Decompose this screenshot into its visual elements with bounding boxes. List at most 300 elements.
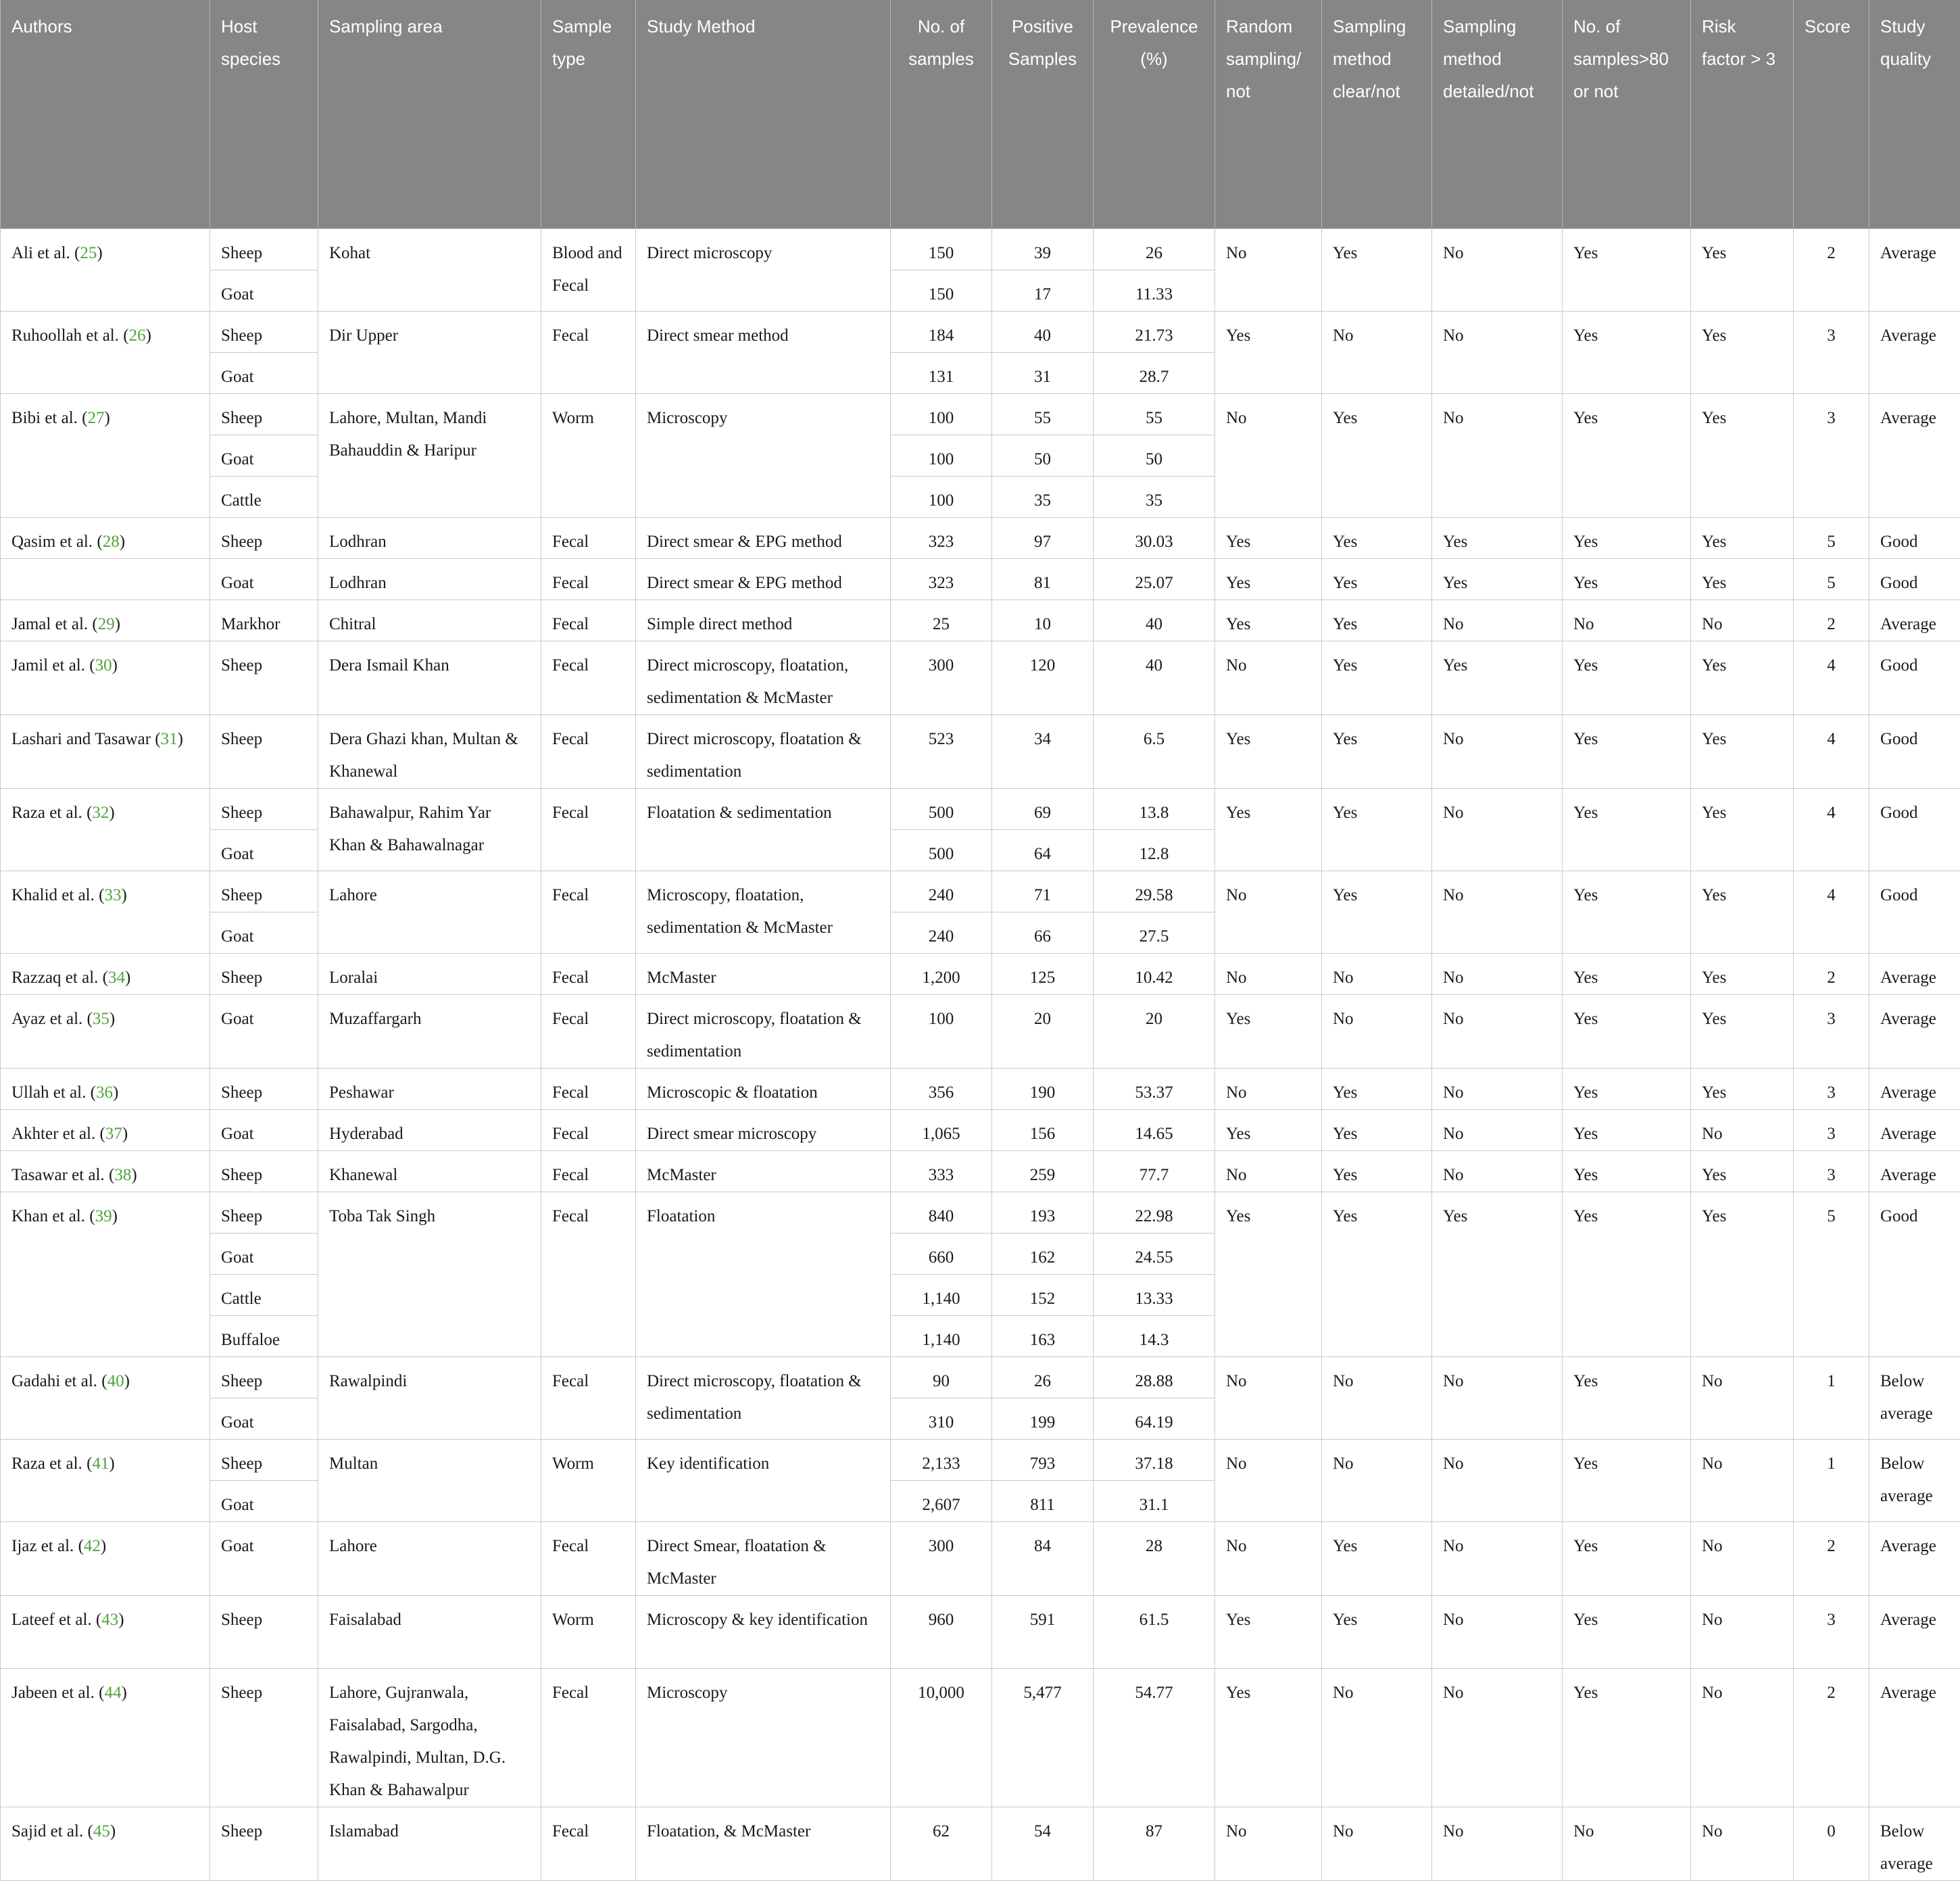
no-of-samples-cell: 300	[891, 641, 992, 715]
prevalence-cell: 13.8	[1094, 789, 1215, 830]
host-species-cell: Goat	[210, 830, 318, 871]
reference-link[interactable]: 40	[107, 1372, 124, 1390]
col-header-authors: Authors	[1, 1, 210, 229]
samples-over-80-cell: Yes	[1563, 1151, 1691, 1192]
author-name: Gadahi et al.	[11, 1372, 97, 1390]
no-of-samples-cell: 300	[891, 1522, 992, 1596]
study-method-cell: McMaster	[636, 1151, 891, 1192]
no-of-samples-cell: 1,065	[891, 1110, 992, 1151]
risk-factor-cell: No	[1691, 1807, 1794, 1881]
table-row	[1, 789, 1960, 830]
positive-samples-cell: 81	[992, 559, 1094, 600]
host-species-cell: Sheep	[210, 1596, 318, 1669]
author-name: Sajid et al.	[11, 1822, 83, 1840]
random-sampling-cell: Yes	[1215, 600, 1322, 641]
risk-factor-cell: No	[1691, 1110, 1794, 1151]
col-header-random-sampling: Random sampling/ not	[1215, 1, 1322, 229]
positive-samples-cell: 152	[992, 1275, 1094, 1316]
risk-factor-cell: Yes	[1691, 394, 1794, 518]
sampling-area-cell: Lodhran	[318, 518, 541, 559]
no-of-samples-cell: 25	[891, 600, 992, 641]
author-name: Razzaq et al.	[11, 969, 98, 987]
positive-samples-cell: 35	[992, 477, 1094, 518]
no-of-samples-cell: 184	[891, 312, 992, 353]
table-row	[1, 518, 1960, 559]
sample-type-cell: Worm	[541, 1596, 636, 1669]
random-sampling-cell: No	[1215, 1440, 1322, 1522]
prevalence-cell: 21.73	[1094, 312, 1215, 353]
method-detailed-cell: No	[1432, 871, 1563, 954]
score-cell: 3	[1794, 312, 1869, 394]
author-name: Jabeen et al.	[11, 1684, 95, 1702]
study-quality-cell: Good	[1869, 518, 1960, 559]
table-row	[1, 1110, 1960, 1151]
score-cell: 4	[1794, 789, 1869, 871]
positive-samples-cell: 55	[992, 394, 1094, 435]
author-cell: Sajid et al. (45)	[1, 1807, 210, 1881]
score-cell: 4	[1794, 715, 1869, 789]
no-of-samples-cell: 90	[891, 1357, 992, 1398]
reference-link[interactable]: 26	[129, 326, 146, 345]
method-clear-cell: Yes	[1322, 641, 1432, 715]
risk-factor-cell: Yes	[1691, 871, 1794, 954]
host-species-cell: Sheep	[210, 312, 318, 353]
no-of-samples-cell: 10,000	[891, 1669, 992, 1807]
study-quality-cell: Average	[1869, 229, 1960, 312]
method-detailed-cell: No	[1432, 1151, 1563, 1192]
positive-samples-cell: 120	[992, 641, 1094, 715]
method-clear-cell: Yes	[1322, 1069, 1432, 1110]
method-clear-cell: No	[1322, 995, 1432, 1069]
host-species-cell: Sheep	[210, 1440, 318, 1481]
method-detailed-cell: No	[1432, 312, 1563, 394]
reference-link[interactable]: 35	[93, 1010, 109, 1028]
random-sampling-cell: No	[1215, 641, 1322, 715]
author-name: Ali et al.	[11, 244, 70, 262]
sample-type-cell: Fecal	[541, 715, 636, 789]
positive-samples-cell: 54	[992, 1807, 1094, 1881]
method-detailed-cell: No	[1432, 1440, 1563, 1522]
no-of-samples-cell: 2,133	[891, 1440, 992, 1481]
col-header-sampling-method-detailed: Sampling method detailed/not	[1432, 1, 1563, 229]
study-quality-cell: Good	[1869, 641, 1960, 715]
host-species-cell: Goat	[210, 559, 318, 600]
study-method-cell: Direct microscopy	[636, 229, 891, 312]
random-sampling-cell: No	[1215, 871, 1322, 954]
host-species-cell: Sheep	[210, 1151, 318, 1192]
risk-factor-cell: No	[1691, 1357, 1794, 1440]
no-of-samples-cell: 240	[891, 871, 992, 912]
sample-type-cell: Fecal	[541, 1807, 636, 1881]
random-sampling-cell: Yes	[1215, 715, 1322, 789]
score-cell: 4	[1794, 641, 1869, 715]
prevalence-cell: 14.3	[1094, 1316, 1215, 1357]
score-cell: 2	[1794, 954, 1869, 995]
score-cell: 2	[1794, 229, 1869, 312]
sample-type-cell: Fecal	[541, 518, 636, 559]
method-detailed-cell: Yes	[1432, 1192, 1563, 1357]
positive-samples-cell: 40	[992, 312, 1094, 353]
author-cell: Khan et al. (39)	[1, 1192, 210, 1357]
sample-type-cell: Fecal	[541, 1110, 636, 1151]
reference-link[interactable]: 42	[84, 1537, 101, 1555]
prevalence-cell: 22.98	[1094, 1192, 1215, 1233]
samples-over-80-cell: Yes	[1563, 1440, 1691, 1522]
positive-samples-cell: 793	[992, 1440, 1094, 1481]
risk-factor-cell: No	[1691, 600, 1794, 641]
table-row	[1, 1357, 1960, 1398]
samples-over-80-cell: Yes	[1563, 789, 1691, 871]
study-quality-cell: Average	[1869, 394, 1960, 518]
method-clear-cell: No	[1322, 1357, 1432, 1440]
samples-over-80-cell: Yes	[1563, 312, 1691, 394]
host-species-cell: Sheep	[210, 394, 318, 435]
prevalence-cell: 28.88	[1094, 1357, 1215, 1398]
table-row	[1, 954, 1960, 995]
header-row	[1, 1, 1960, 229]
sampling-area-cell: Lodhran	[318, 559, 541, 600]
positive-samples-cell: 199	[992, 1398, 1094, 1440]
samples-over-80-cell: Yes	[1563, 1110, 1691, 1151]
study-method-cell: Key identification	[636, 1440, 891, 1522]
positive-samples-cell: 190	[992, 1069, 1094, 1110]
author-cell	[1, 559, 210, 600]
reference-link[interactable]: 39	[95, 1207, 112, 1225]
method-clear-cell: No	[1322, 1440, 1432, 1522]
table-row	[1, 715, 1960, 789]
reference-link[interactable]: 25	[80, 244, 97, 262]
reference-link[interactable]: 34	[108, 969, 125, 987]
study-method-cell: Microscopic & floatation	[636, 1069, 891, 1110]
sample-type-cell: Fecal	[541, 789, 636, 871]
sampling-area-cell: Chitral	[318, 600, 541, 641]
method-detailed-cell: No	[1432, 1596, 1563, 1669]
host-species-cell: Goat	[210, 1481, 318, 1522]
reference-link[interactable]: 43	[101, 1611, 118, 1629]
study-quality-cell: Average	[1869, 1069, 1960, 1110]
samples-over-80-cell: Yes	[1563, 518, 1691, 559]
samples-over-80-cell: No	[1563, 1807, 1691, 1881]
col-header-score: Score	[1794, 1, 1869, 229]
reference-link[interactable]: 44	[104, 1684, 121, 1702]
method-clear-cell: No	[1322, 312, 1432, 394]
table-row	[1, 1596, 1960, 1669]
method-detailed-cell: No	[1432, 1357, 1563, 1440]
prevalence-cell: 40	[1094, 641, 1215, 715]
sample-type-cell: Fecal	[541, 1151, 636, 1192]
samples-over-80-cell: Yes	[1563, 1357, 1691, 1440]
score-cell: 3	[1794, 1069, 1869, 1110]
author-cell: Khalid et al. (33)	[1, 871, 210, 954]
author-name: Khan et al.	[11, 1207, 85, 1225]
positive-samples-cell: 64	[992, 830, 1094, 871]
host-species-cell: Sheep	[210, 1807, 318, 1881]
reference-link[interactable]: 28	[103, 533, 120, 551]
study-method-cell: Floatation & sedimentation	[636, 789, 891, 871]
no-of-samples-cell: 100	[891, 435, 992, 477]
table-row	[1, 1151, 1960, 1192]
sample-type-cell: Fecal	[541, 1522, 636, 1596]
positive-samples-cell: 39	[992, 229, 1094, 270]
prevalence-cell: 11.33	[1094, 270, 1215, 312]
study-method-cell: Direct smear & EPG method	[636, 559, 891, 600]
random-sampling-cell: Yes	[1215, 1669, 1322, 1807]
study-quality-cell: Good	[1869, 715, 1960, 789]
risk-factor-cell: No	[1691, 1522, 1794, 1596]
sampling-area-cell: Lahore, Gujranwala, Faisalabad, Sargodha, Rawalpindi, Multan, D.G. Khan & Bahawalpur	[318, 1669, 541, 1807]
author-name: Akhter et al.	[11, 1125, 95, 1143]
prevalence-cell: 13.33	[1094, 1275, 1215, 1316]
table-row	[1, 559, 1960, 600]
prevalence-cell: 35	[1094, 477, 1215, 518]
author-cell: Tasawar et al. (38)	[1, 1151, 210, 1192]
col-header-sample-type: Sample type	[541, 1, 636, 229]
study-method-cell: Floatation	[636, 1192, 891, 1357]
prevalence-cell: 20	[1094, 995, 1215, 1069]
host-species-cell: Goat	[210, 1110, 318, 1151]
method-clear-cell: Yes	[1322, 1596, 1432, 1669]
risk-factor-cell: Yes	[1691, 995, 1794, 1069]
score-cell: 3	[1794, 1110, 1869, 1151]
no-of-samples-cell: 1,140	[891, 1275, 992, 1316]
samples-over-80-cell: Yes	[1563, 1069, 1691, 1110]
risk-factor-cell: Yes	[1691, 1069, 1794, 1110]
risk-factor-cell: Yes	[1691, 1192, 1794, 1357]
risk-factor-cell: Yes	[1691, 715, 1794, 789]
table-row	[1, 1192, 1960, 1233]
samples-over-80-cell: Yes	[1563, 1596, 1691, 1669]
sampling-area-cell: Hyderabad	[318, 1110, 541, 1151]
host-species-cell: Markhor	[210, 600, 318, 641]
positive-samples-cell: 26	[992, 1357, 1094, 1398]
reference-link[interactable]: 27	[87, 409, 104, 427]
sample-type-cell: Fecal	[541, 995, 636, 1069]
author-cell: Qasim et al. (28)	[1, 518, 210, 559]
host-species-cell: Sheep	[210, 954, 318, 995]
random-sampling-cell: Yes	[1215, 559, 1322, 600]
col-header-sampling-area: Sampling area	[318, 1, 541, 229]
sampling-area-cell: Toba Tak Singh	[318, 1192, 541, 1357]
author-name: Ullah et al.	[11, 1083, 86, 1102]
no-of-samples-cell: 310	[891, 1398, 992, 1440]
study-quality-cell: Average	[1869, 995, 1960, 1069]
method-detailed-cell: No	[1432, 394, 1563, 518]
risk-factor-cell: No	[1691, 1440, 1794, 1522]
risk-factor-cell: Yes	[1691, 559, 1794, 600]
sampling-area-cell: Multan	[318, 1440, 541, 1522]
positive-samples-cell: 97	[992, 518, 1094, 559]
positive-samples-cell: 84	[992, 1522, 1094, 1596]
method-clear-cell: Yes	[1322, 1110, 1432, 1151]
author-name: Qasim et al.	[11, 533, 93, 551]
method-clear-cell: No	[1322, 1669, 1432, 1807]
method-detailed-cell: No	[1432, 1522, 1563, 1596]
no-of-samples-cell: 1,140	[891, 1316, 992, 1357]
sampling-area-cell: Peshawar	[318, 1069, 541, 1110]
author-name: Lateef et al.	[11, 1611, 92, 1629]
method-detailed-cell: No	[1432, 600, 1563, 641]
positive-samples-cell: 5,477	[992, 1669, 1094, 1807]
reference-link[interactable]: 30	[95, 656, 112, 675]
reference-link[interactable]: 33	[104, 886, 121, 904]
table-row	[1, 995, 1960, 1069]
random-sampling-cell: No	[1215, 229, 1322, 312]
col-header-host-species: Host species	[210, 1, 318, 229]
no-of-samples-cell: 500	[891, 830, 992, 871]
table-row	[1, 229, 1960, 270]
sampling-area-cell: Loralai	[318, 954, 541, 995]
study-quality-cell: Average	[1869, 1522, 1960, 1596]
author-cell: Raza et al. (32)	[1, 789, 210, 871]
reference-link[interactable]: 36	[96, 1083, 113, 1102]
prevalence-cell: 30.03	[1094, 518, 1215, 559]
reference-link[interactable]: 45	[93, 1822, 110, 1840]
random-sampling-cell: Yes	[1215, 1596, 1322, 1669]
no-of-samples-cell: 2,607	[891, 1481, 992, 1522]
random-sampling-cell: Yes	[1215, 995, 1322, 1069]
positive-samples-cell: 125	[992, 954, 1094, 995]
method-clear-cell: Yes	[1322, 1522, 1432, 1596]
no-of-samples-cell: 1,200	[891, 954, 992, 995]
no-of-samples-cell: 840	[891, 1192, 992, 1233]
sampling-area-cell: Dera Ghazi khan, Multan & Khanewal	[318, 715, 541, 789]
samples-over-80-cell: Yes	[1563, 559, 1691, 600]
no-of-samples-cell: 660	[891, 1233, 992, 1275]
author-name: Bibi et al.	[11, 409, 78, 427]
prevalence-cell: 40	[1094, 600, 1215, 641]
sample-type-cell: Fecal	[541, 600, 636, 641]
host-species-cell: Goat	[210, 1398, 318, 1440]
prevalence-cell: 25.07	[1094, 559, 1215, 600]
sample-type-cell: Fecal	[541, 1192, 636, 1357]
prevalence-cell: 55	[1094, 394, 1215, 435]
table-row	[1, 1669, 1960, 1807]
risk-factor-cell: Yes	[1691, 641, 1794, 715]
sampling-area-cell: Khanewal	[318, 1151, 541, 1192]
col-header-samples-over-80: No. of samples>80 or not	[1563, 1, 1691, 229]
samples-over-80-cell: Yes	[1563, 1669, 1691, 1807]
positive-samples-cell: 163	[992, 1316, 1094, 1357]
host-species-cell: Goat	[210, 435, 318, 477]
study-quality-cell: Below average	[1869, 1807, 1960, 1881]
sampling-area-cell: Lahore, Multan, Mandi Bahauddin & Haripur	[318, 394, 541, 518]
study-method-cell: Microscopy	[636, 1669, 891, 1807]
author-cell: Razzaq et al. (34)	[1, 954, 210, 995]
method-clear-cell: Yes	[1322, 1151, 1432, 1192]
prevalence-cell: 28	[1094, 1522, 1215, 1596]
study-quality-cell: Good	[1869, 559, 1960, 600]
no-of-samples-cell: 500	[891, 789, 992, 830]
table-row	[1, 641, 1960, 715]
host-species-cell: Sheep	[210, 229, 318, 270]
score-cell: 1	[1794, 1440, 1869, 1522]
sampling-area-cell: Lahore	[318, 871, 541, 954]
positive-samples-cell: 193	[992, 1192, 1094, 1233]
random-sampling-cell: No	[1215, 1069, 1322, 1110]
prevalence-cell: 27.5	[1094, 912, 1215, 954]
random-sampling-cell: No	[1215, 1522, 1322, 1596]
method-detailed-cell: Yes	[1432, 559, 1563, 600]
method-clear-cell: Yes	[1322, 229, 1432, 312]
sampling-area-cell: Kohat	[318, 229, 541, 312]
method-clear-cell: Yes	[1322, 518, 1432, 559]
reference-link[interactable]: 31	[161, 730, 178, 748]
col-header-study-method: Study Method	[636, 1, 891, 229]
method-detailed-cell: No	[1432, 789, 1563, 871]
author-cell: Bibi et al. (27)	[1, 394, 210, 518]
study-method-cell: Simple direct method	[636, 600, 891, 641]
positive-samples-cell: 34	[992, 715, 1094, 789]
author-cell: Ullah et al. (36)	[1, 1069, 210, 1110]
positive-samples-cell: 31	[992, 353, 1094, 394]
risk-factor-cell: Yes	[1691, 1151, 1794, 1192]
study-method-cell: Direct smear microscopy	[636, 1110, 891, 1151]
no-of-samples-cell: 960	[891, 1596, 992, 1669]
prevalence-cell: 64.19	[1094, 1398, 1215, 1440]
score-cell: 1	[1794, 1357, 1869, 1440]
host-species-cell: Cattle	[210, 1275, 318, 1316]
sample-type-cell: Fecal	[541, 1669, 636, 1807]
author-name: Ijaz et al.	[11, 1537, 74, 1555]
method-clear-cell: Yes	[1322, 789, 1432, 871]
host-species-cell: Sheep	[210, 871, 318, 912]
reference-link[interactable]: 29	[98, 615, 115, 633]
study-method-cell: Direct microscopy, floatation & sedimentation	[636, 1357, 891, 1440]
random-sampling-cell: No	[1215, 954, 1322, 995]
study-quality-cell: Average	[1869, 312, 1960, 394]
host-species-cell: Sheep	[210, 1069, 318, 1110]
prevalence-cell: 26	[1094, 229, 1215, 270]
host-species-cell: Sheep	[210, 518, 318, 559]
reference-link[interactable]: 37	[105, 1125, 122, 1143]
prevalence-cell: 37.18	[1094, 1440, 1215, 1481]
author-name: Tasawar et al.	[11, 1166, 105, 1184]
no-of-samples-cell: 100	[891, 477, 992, 518]
samples-over-80-cell: Yes	[1563, 229, 1691, 312]
prevalence-cell: 14.65	[1094, 1110, 1215, 1151]
table-row	[1, 1440, 1960, 1481]
reference-link[interactable]: 38	[114, 1166, 131, 1184]
col-header-no-of-samples: No. of samples	[891, 1, 992, 229]
host-species-cell: Goat	[210, 270, 318, 312]
host-species-cell: Buffaloe	[210, 1316, 318, 1357]
reference-link[interactable]: 32	[92, 804, 109, 822]
positive-samples-cell: 162	[992, 1233, 1094, 1275]
study-quality-cell: Average	[1869, 954, 1960, 995]
sample-type-cell: Fecal	[541, 312, 636, 394]
study-method-cell: Floatation, & McMaster	[636, 1807, 891, 1881]
col-header-study-quality: Study quality	[1869, 1, 1960, 229]
reference-link[interactable]: 41	[92, 1455, 109, 1473]
samples-over-80-cell: Yes	[1563, 954, 1691, 995]
no-of-samples-cell: 100	[891, 394, 992, 435]
author-cell: Ayaz et al. (35)	[1, 995, 210, 1069]
method-detailed-cell: No	[1432, 1110, 1563, 1151]
samples-over-80-cell: Yes	[1563, 995, 1691, 1069]
sampling-area-cell: Dera Ismail Khan	[318, 641, 541, 715]
author-cell: Ruhoollah et al. (26)	[1, 312, 210, 394]
host-species-cell: Sheep	[210, 641, 318, 715]
study-quality-cell: Below average	[1869, 1357, 1960, 1440]
sample-type-cell: Worm	[541, 1440, 636, 1522]
no-of-samples-cell: 323	[891, 559, 992, 600]
study-quality-cell: Average	[1869, 1596, 1960, 1669]
host-species-cell: Goat	[210, 995, 318, 1069]
score-cell: 2	[1794, 1669, 1869, 1807]
author-cell: Raza et al. (41)	[1, 1440, 210, 1522]
host-species-cell: Goat	[210, 353, 318, 394]
table-row	[1, 1807, 1960, 1881]
